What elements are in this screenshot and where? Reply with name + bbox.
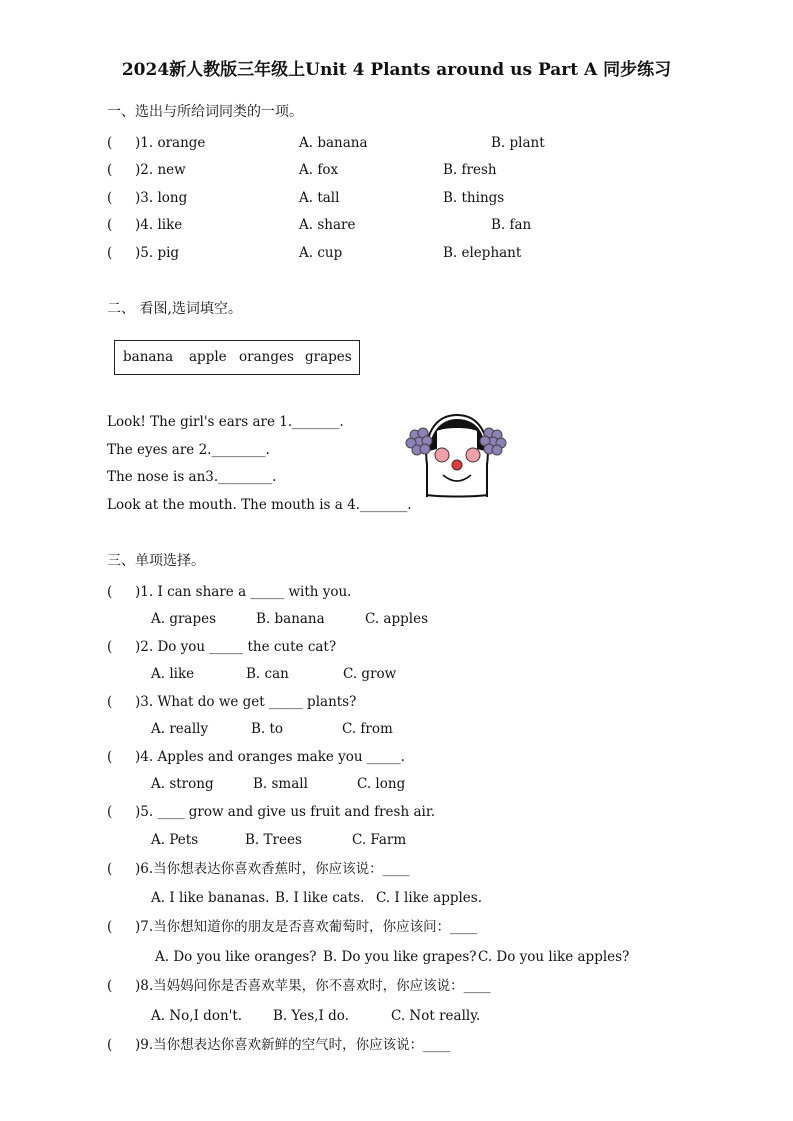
- question-text: )6.当你想表达你喜欢香蕉时，你应该说：____: [135, 861, 410, 877]
- section2-heading: 二、 看图,选词填空。: [107, 301, 242, 317]
- option: B. Trees: [245, 832, 302, 848]
- question-text: )7.当你想知道你的朋友是否喜欢葡萄时，你应该问：____: [135, 919, 478, 935]
- option: A. grapes: [151, 611, 217, 627]
- option-a: A. share: [299, 217, 356, 233]
- option-a: A. fox: [299, 162, 339, 178]
- word-bank-item: apple: [189, 349, 227, 365]
- answer-blank[interactable]: (: [107, 749, 113, 765]
- option: A. I like bananas.: [151, 890, 270, 906]
- option: C. Farm: [352, 832, 407, 848]
- girl-face-illustration: [405, 405, 508, 505]
- option: B. Do you like grapes?: [323, 949, 477, 965]
- question-word: )2. new: [135, 162, 186, 178]
- page-title: 2024新人教版三年级上Unit 4 Plants around us Part A 同步练习: [121, 60, 672, 80]
- option: A. like: [151, 666, 195, 682]
- answer-blank[interactable]: (: [107, 694, 113, 710]
- option: A. strong: [151, 776, 214, 792]
- option: A. really: [151, 721, 209, 737]
- answer-blank[interactable]: (: [107, 190, 113, 206]
- question-word: )1. orange: [135, 135, 206, 151]
- option: B. banana: [256, 611, 325, 627]
- option-b: B. plant: [491, 135, 545, 151]
- option: A. Pets: [151, 832, 199, 848]
- question-text: )1. I can share a _____ with you.: [135, 584, 352, 600]
- answer-blank[interactable]: (: [107, 584, 113, 600]
- section3-heading: 三、单项选择。: [107, 553, 205, 569]
- option: B. can: [246, 666, 289, 682]
- option: C. Not really.: [391, 1008, 481, 1024]
- option: C. grow: [343, 666, 397, 682]
- question-word: )3. long: [135, 190, 188, 206]
- question-text: )5. ____ grow and give us fruit and fresh air.: [135, 804, 436, 820]
- answer-blank[interactable]: (: [107, 861, 113, 877]
- answer-blank[interactable]: (: [107, 162, 113, 178]
- option: B. I like cats.: [275, 890, 365, 906]
- answer-blank[interactable]: (: [107, 804, 113, 820]
- answer-blank[interactable]: (: [107, 217, 113, 233]
- option: C. apples: [365, 611, 428, 627]
- section1-heading: 一、选出与所给词同类的一项。: [107, 104, 303, 120]
- question-word: )4. like: [135, 217, 183, 233]
- option: A. No,I don't.: [151, 1008, 243, 1024]
- option: B. to: [251, 721, 284, 737]
- answer-blank[interactable]: (: [107, 639, 113, 655]
- fill-sentence: The eyes are 2.________.: [107, 442, 270, 458]
- option-b: B. fan: [491, 217, 532, 233]
- answer-blank[interactable]: (: [107, 978, 113, 994]
- option: C. from: [342, 721, 393, 737]
- option: C. I like apples.: [376, 890, 483, 906]
- answer-blank[interactable]: (: [107, 1037, 113, 1053]
- word-bank-item: oranges: [239, 349, 294, 365]
- option-a: A. banana: [299, 135, 368, 151]
- word-bank: [114, 340, 360, 375]
- answer-blank[interactable]: (: [107, 245, 113, 261]
- fill-sentence: Look! The girl's ears are 1._______.: [107, 414, 344, 430]
- question-text: )4. Apples and oranges make you _____.: [135, 749, 405, 765]
- question-text: )2. Do you _____ the cute cat?: [135, 639, 337, 655]
- question-text: )8.当妈妈问你是否喜欢苹果，你不喜欢时，你应该说：____: [135, 978, 491, 994]
- question-word: )5. pig: [135, 245, 180, 261]
- fill-sentence: Look at the mouth. The mouth is a 4._______.: [107, 497, 412, 513]
- fill-sentence: The nose is an3.________.: [107, 469, 277, 485]
- option-a: A. tall: [299, 190, 340, 206]
- option: A. Do you like oranges?: [155, 949, 317, 965]
- option-b: B. things: [443, 190, 505, 206]
- option: B. Yes,I do.: [273, 1008, 349, 1024]
- answer-blank[interactable]: (: [107, 919, 113, 935]
- option-b: B. fresh: [443, 162, 497, 178]
- option-b: B. elephant: [443, 245, 522, 261]
- answer-blank[interactable]: (: [107, 135, 113, 151]
- question-text: )3. What do we get _____ plants?: [135, 694, 357, 710]
- word-bank-item: grapes: [305, 349, 352, 365]
- option: C. Do you like apples?: [478, 949, 630, 965]
- question-text: )9.当你想表达你喜欢新鲜的空气时，你应该说：____: [135, 1037, 451, 1053]
- option-a: A. cup: [299, 245, 343, 261]
- word-bank-item: banana: [123, 349, 174, 365]
- option: C. long: [357, 776, 406, 792]
- option: B. small: [253, 776, 308, 792]
